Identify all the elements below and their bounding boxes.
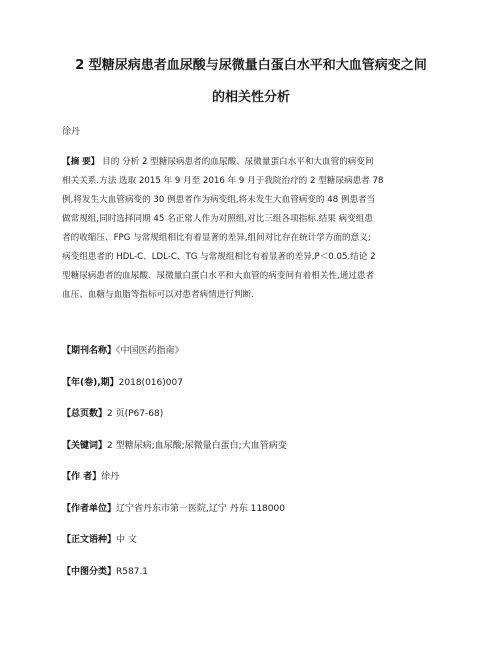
total-pages-field bbox=[62, 408, 163, 420]
abstract-line: 做常规组,同时选择同期 45 名正常人作为对照组,对比三组各项指标.结果 病变组患 bbox=[62, 214, 373, 224]
abstract-line bbox=[62, 153, 440, 172]
affiliation: 辽宁省丹东市第一医院,辽宁 丹东 118000 bbox=[116, 504, 285, 514]
abstract-line: 病变组患者的 HDL-C、LDL-C、TG 与常规组相比有着显著的差异,P＜0.05.结论 2 bbox=[62, 252, 376, 262]
abstract-line: 血压、血糖与血脂等指标可以对患者病情进行判断. bbox=[62, 290, 254, 300]
field-label: 【年(卷),期】 bbox=[62, 378, 119, 388]
abstract-text: 目的 分析 2 型糖尿病患者的血尿酸、尿微量蛋白水平和大血管的病变间 bbox=[102, 157, 374, 167]
year-volume-issue: 2018(016)007 bbox=[118, 378, 183, 388]
field-label: 【作者单位】 bbox=[62, 504, 117, 514]
classification-field bbox=[62, 566, 148, 578]
field-label: 【作 者】 bbox=[62, 472, 102, 482]
paper-title-line-1: 2 型糖尿病患者血尿酸与尿微量白蛋白水平和大血管病变之间 bbox=[75, 58, 427, 73]
field-label: 【正文语种】 bbox=[62, 535, 117, 545]
field-label: 【关键词】 bbox=[62, 441, 108, 451]
field-label: 【期刊名称】 bbox=[62, 346, 117, 356]
language: 中 文 bbox=[116, 535, 137, 545]
abstract-line: 型糖尿病患者的血尿酸、尿微量白蛋白水平和大血管的病变间有着相关性,通过患者 bbox=[62, 271, 375, 281]
author-value: 徐丹 bbox=[101, 472, 120, 482]
total-pages: 2 页(P67-68) bbox=[107, 409, 164, 419]
classification: R587.1 bbox=[116, 567, 149, 577]
field-label: 【总页数】 bbox=[62, 409, 108, 419]
author-field bbox=[62, 471, 119, 483]
language-field bbox=[62, 534, 137, 546]
keywords: 2 型糖尿病;血尿酸;尿微量白蛋白;大血管病变 bbox=[107, 441, 287, 451]
journal-name: 《中国医药指南》 bbox=[116, 346, 184, 356]
year-volume-issue-field bbox=[62, 377, 183, 389]
abstract-line: 例,将发生大血管病变的 30 例患者作为病变组,将未发生大血管病变的 48 例患者当 bbox=[62, 195, 376, 205]
abstract-line: 者的收缩压、FPG 与常规组相比有着显著的差异,组间对比存在统计学方面的意义; bbox=[62, 233, 371, 243]
author-name: 徐丹 bbox=[62, 127, 81, 137]
abstract-line: 相关关系.方法 选取 2015 年 9 月至 2016 年 9 月于我院治疗的 2 型糖尿病患者 78 bbox=[62, 176, 384, 186]
abstract-block bbox=[62, 153, 440, 305]
journal-name-field bbox=[62, 345, 184, 357]
affiliation-field bbox=[62, 503, 285, 515]
keywords-field bbox=[62, 440, 287, 452]
paper-title-line-2: 的相关性分析 bbox=[211, 90, 290, 105]
field-label: 【中图分类】 bbox=[62, 567, 117, 577]
abstract-label: 【摘 要】 bbox=[62, 157, 100, 167]
